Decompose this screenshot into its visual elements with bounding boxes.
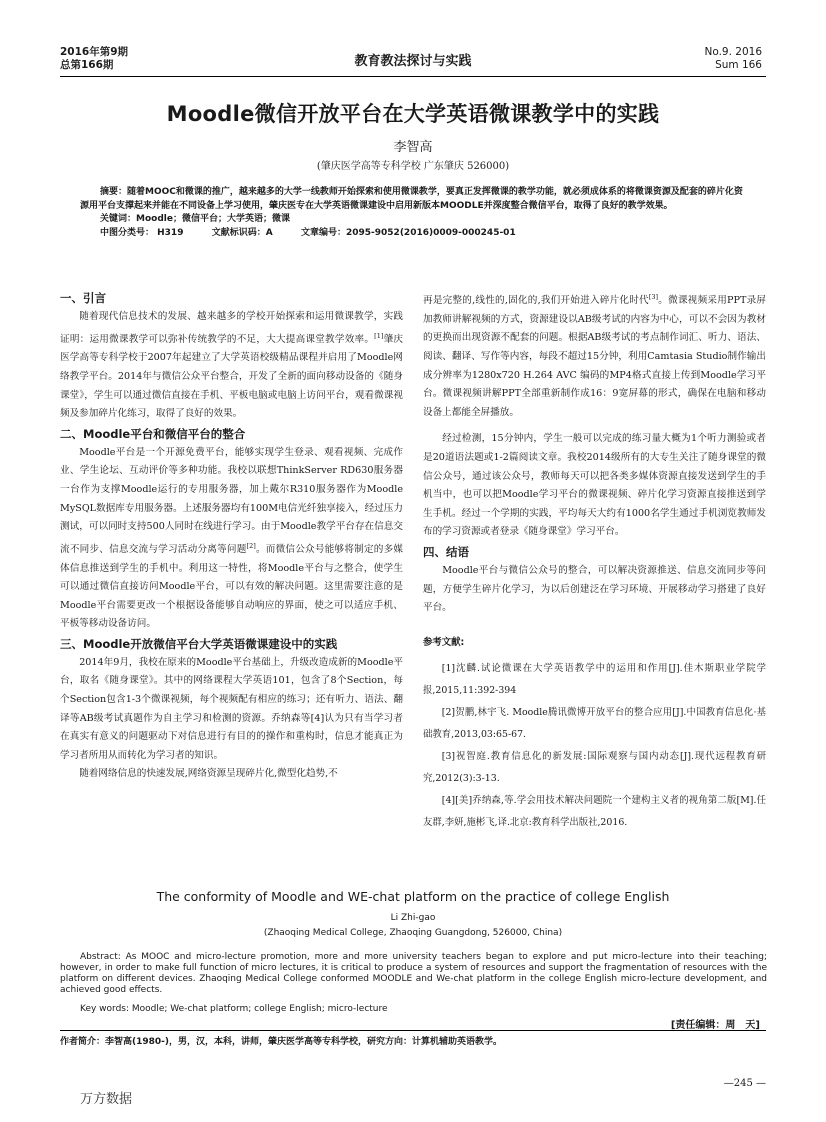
- right-column: [423, 288, 766, 834]
- journal-name: 教育教法探讨与实践: [354, 54, 472, 69]
- references-heading: 参考文献:: [423, 636, 465, 648]
- author-footnote: 作者简介：李智高(1980-)，男，汉，本科，讲师，肇庆医学高等专科学校，研究方向：计算机辅助英语教学。: [60, 1037, 503, 1047]
- paper-affiliation: (肇庆医学高等专科学校 广东肇庆 526000): [316, 161, 510, 172]
- section-4-heading: 四、结语: [423, 544, 469, 559]
- s1-text: 随着现代信息技术的发展、越来越多的学校开始探索和运用微课教学，实践证明：运用微课教学可以弥补传统教学的不足，大大提高课堂教学效率。: [60, 311, 403, 345]
- keywords: 关键词：Moodle；微信平台；大学英语；微课: [100, 214, 290, 224]
- abstract-text: 摘要：随着MOOC和微课的推广，越来越多的大学一线教师开始探索和使用微课教学，要真正发挥微课的教学功能，就必须成体系的将微课资源及配套的碎片化资源用平台支撑起来并能在不同设备上学习使用，肇庆医专在大学英语微课建设中启用新版本MOODLE并深度整合微信平台，取得了良好的教学效果。: [80, 187, 743, 211]
- paper-title: Moodle微信开放平台在大学英语微课教学中的实践: [166, 102, 660, 126]
- editor-note: [责任编辑：周 天]: [670, 1020, 760, 1031]
- citation-3: [3]: [648, 293, 659, 301]
- references: [423, 632, 766, 834]
- classification-line: [80, 227, 750, 241]
- doc-code: 文献标识码：A: [211, 227, 273, 238]
- section-4-paragraph: Moodle平台与微信公众号的整合，可以解决资源推送、信息交流同步等问题，方便学生碎片化学习，为以后创建泛在学习环境、开展移动学习搭建了良好平台。: [423, 564, 766, 614]
- issue-info-en: [704, 46, 762, 72]
- reference-item: [4][美]乔纳森,等.学会用技术解决问题院一个建构主义者的视角第二版[M].任友群,李妍,施彬飞,译.北京:教育科学出版社,2016.: [423, 794, 766, 828]
- section-1-paragraph: [60, 308, 403, 424]
- section-1-heading: 一、引言: [60, 291, 106, 305]
- citation-2: [2]: [246, 541, 256, 550]
- s1-text-cont: 肇庆医学高等专科学校于2007年起建立了大学英语校级精品课程并启用了Moodle网络教学平台。2014年与微信公众平台整合，开发了全新的面向移动设备的《随身课堂》，学生可以通过微信直接在手机、平板电脑或电脑上访问平台，观看微课视频及参加碎片化练习，取得了良好的效果。: [60, 333, 404, 420]
- english-affiliation: (Zhaoqing Medical College, Zhaoqing Guangdong, 526000, China): [263, 928, 563, 938]
- english-author: Li Zhi-gao: [390, 913, 436, 923]
- section-3-heading: 三、Moodle开放微信平台大学英语微课建设中的实践: [60, 636, 338, 651]
- reference-item: [2]贺鹏,林宇飞. Moodle腾讯微博开放平台的整合应用[J].中国教育信息化·基础教育,2013,03:65-67.: [423, 706, 766, 740]
- watermark: 万方数据: [80, 1092, 133, 1107]
- section-3-paragraph-2: 随着网络信息的快速发展,网络资源呈现碎片化,微型化趋势,不: [79, 768, 338, 780]
- reference-item: [1]沈麟.试论微课在大学英语教学中的运用和作用[J].佳木斯职业学院学报,2015,11:392-394: [423, 662, 766, 696]
- paper-author: 李智高: [393, 140, 433, 155]
- section-2-heading: 二、Moodle平台和微信平台的整合: [60, 426, 246, 441]
- issue-sum: Sum 166: [715, 59, 762, 71]
- page-number: —245 —: [723, 1078, 766, 1089]
- english-abstract: [60, 952, 767, 996]
- total-issue: 总第166期: [60, 59, 114, 71]
- english-keywords: Key words: Moodle; We-chat platform; college English; micro-lecture: [80, 1004, 388, 1014]
- reference-item: [3]祝智庭.教育信息化的新发展:国际观察与国内动态[J].现代远程教育研究,2012(3):3-13.: [423, 750, 766, 784]
- s2-text: Moodle平台是一个开源免费平台，能够实现学生登录、观看视频、完成作业、学生论坛、互动评价等多种功能。我校以联想ThinkServer RD630服务器一台作为支撑Moodle运行的专用服务器，加上戴尔R310服务器作为Moodle MySQL数据库专用服务器。上述服务器均有100M电信光纤独享接入，经过压力测试，可以同时支持500人同时在线进行学习。由于Moodle教学平台存在信息交流不同步、信息交流与学习活动分离等问题: [60, 446, 403, 555]
- issue-no: No.9. 2016: [704, 46, 762, 58]
- section-2-paragraph: [60, 444, 403, 634]
- classification: 中图分类号： H319: [100, 227, 184, 238]
- header-divider: [60, 76, 766, 77]
- section-3-paragraph-3: 经过检测，15分钟内，学生一般可以完成的练习量大概为1个听力测验或者是20道语法题或1-2篇阅读文章。我校2014级所有的大专生关注了随身课堂的微信公众号，通过该公众号，教师每天可以把各类多媒体资源直接发送到学生的手机当中，也可以把Moodle学习平台的微课视频、碎片化学习资源直接推送到学生手机。经过一个学期的实践，平均每天大约有1000名学生通过手机浏览教师发布的学习资源或者登录《随身课堂》学习平台。: [423, 433, 766, 538]
- s3-cont-text-2: 。微课视频采用PPT录屏加教师讲解视频的方式，资源建设以AB级考试的内容为中心，可以不会因为教材的更换而出现资源不配套的问题。根据AB级考试的考点制作词汇、听力、语法、阅读、翻译、写作等内容，每段不超过15分钟，利用Camtasia Studio制作输出成分辨率为1280x720 H.264 AVC 编码的MP4格式直接上传到Moodle学习平台。微课视频讲解PPT全部重新制作成16：9宽屏幕的形式，确保在电脑和移动设备上都能全屏播放。: [423, 295, 766, 418]
- year-issue: 2016年第9期: [60, 46, 129, 58]
- english-title: The conformity of Moodle and WE-chat platform on the practice of college English: [156, 889, 670, 904]
- citation-1: [1]: [374, 331, 384, 340]
- article-no: 文章编号：2095-9052(2016)0009-000245-01: [300, 227, 516, 238]
- section-3-paragraph-1: 2014年9月，我校在原来的Moodle平台基础上，升级改造成新的Moodle平台，取名《随身课堂》。其中的网络课程大学英语101，包含了8个Section，每个Section包含1-3个微课视频，每个视频配有相应的练习；还有听力、语法、翻译等AB级考试真题作为自主学习和检测的资源。乔纳森等[4]认为只有当学习者在真实有意义的问题驱动下对信息进行有目的的操作和重构时，信息才能真正为学习者所用从而转化为学习者的知识。: [60, 656, 403, 761]
- english-abstract-text: Abstract: As MOOC and micro-lecture promotion, more and more university teachers began to explore and put micro-lecture into their teaching; however, in order to make full function of micro lectures, it is critical to produce a system of resources and support the fragmentation of resources with the platform on different devices. Zhaoqing Medical College conformed MOODLE and We-chat platform in the college English micro-lecture development, and achieved good effects.: [60, 952, 767, 995]
- abstract-block: [80, 186, 750, 240]
- left-column: [60, 288, 403, 784]
- section-3-continued: [423, 288, 766, 422]
- s2-text-cont: 。而微信公众号能够将制定的多媒体信息推送到学生的手机中。利用这一特性，将Moodle平台与之整合，使学生可以通过微信直接访问Moodle平台，可以有效的解决问题。这里需要注意的是Moodle平台需要更改一个根据设备能够自动响应的界面，使之可以适应手机、平板等移动设备访问。: [60, 543, 404, 630]
- s3-cont-text: 再是完整的,线性的,固化的,我们开始进入碎片化时代: [423, 295, 649, 307]
- footnote-divider: [60, 1030, 766, 1031]
